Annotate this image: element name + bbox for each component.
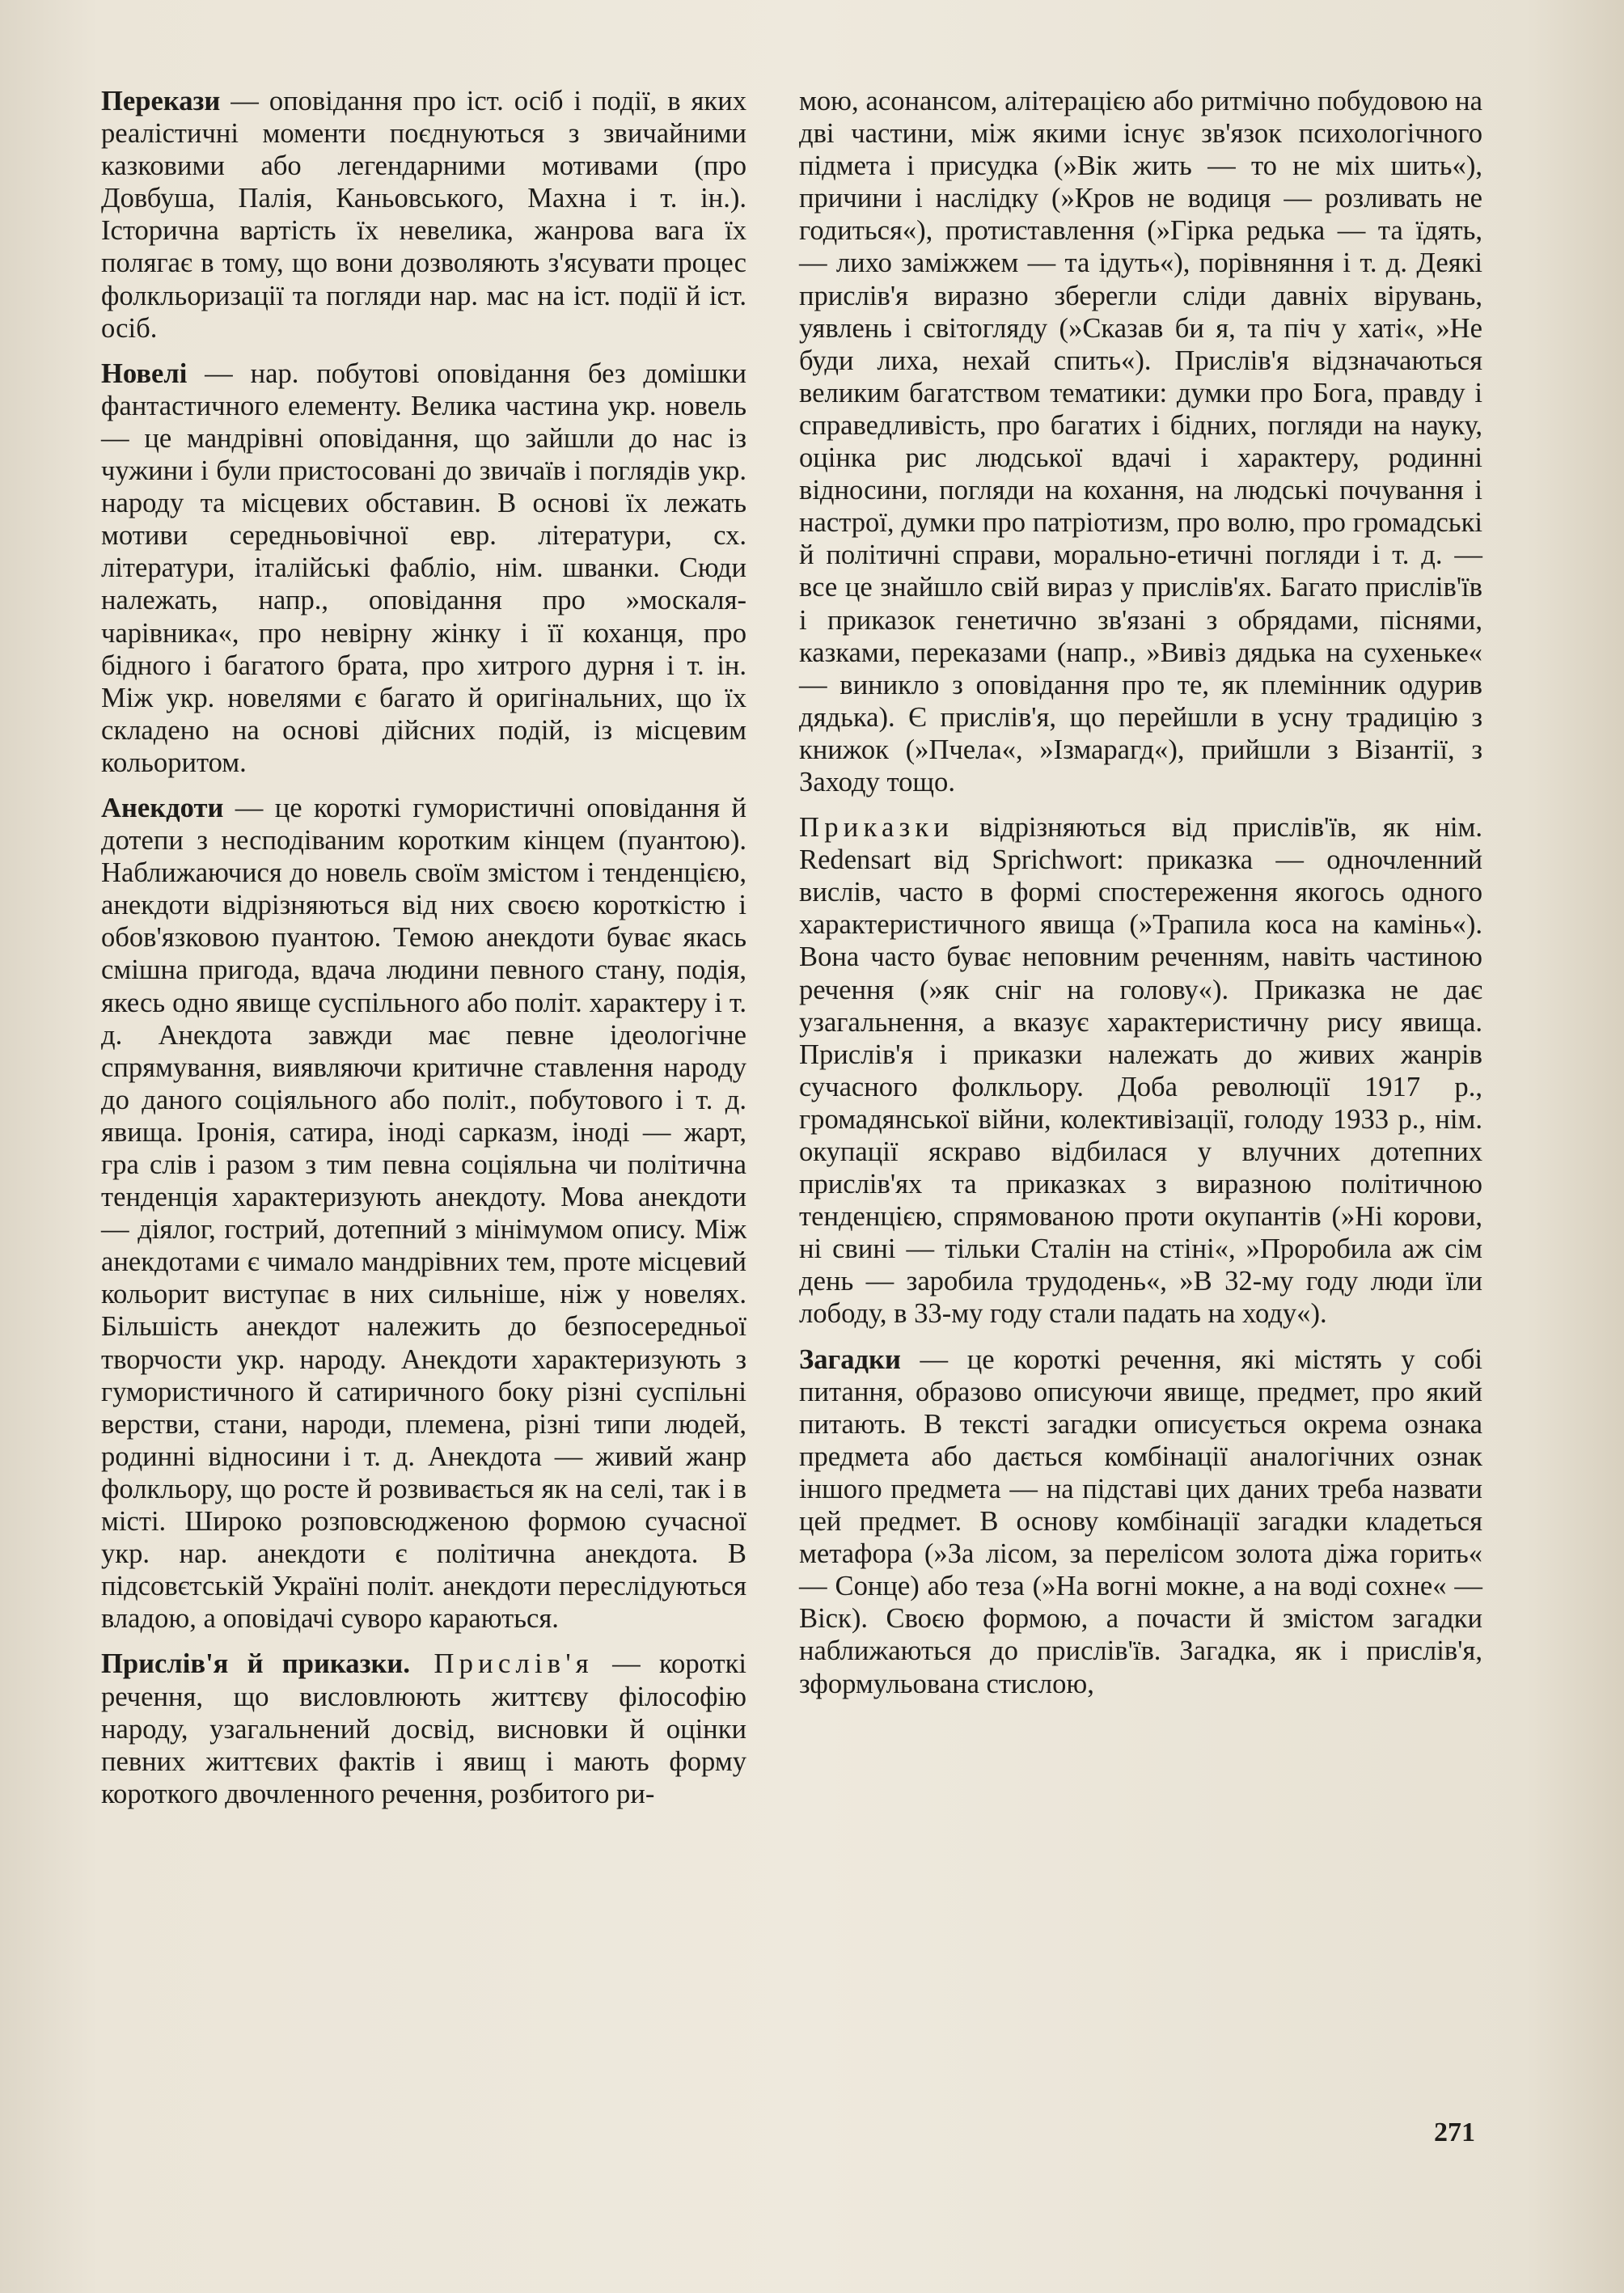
paragraph-text: — це короткі речення, які містять у собі питання, образово описуючи явище, предмет, про який питають. В тексті загадки описується окрема ознака предмета або дається комбінації аналогічних ознак іншого предмета — на підставі цих даних треба назвати цей предмет. В основу комбінації загадки кладеться метафора (»За лісом, за перелісом золота діжа горить« — Сонце) або теза (»На вогні мокне, а на воді сохне« — Віск). Своєю формою, а почасти й змістом загадки наближаються до прислів'їв. Загадка, як і прислів'я, зформульована стислою,: [799, 1343, 1482, 1699]
term-heading: Прислів'я й приказки.: [101, 1648, 410, 1680]
paragraph-pryslivia-continued: [799, 85, 1482, 798]
paragraph-anekdoty: [101, 792, 746, 1635]
term-heading: Перекази: [101, 86, 221, 116]
spaced-term: Прислів'я: [409, 1648, 594, 1680]
paragraph-prykazky: [799, 811, 1482, 1331]
term-heading: Анекдоти: [101, 792, 224, 823]
spaced-term: Приказки: [799, 812, 954, 844]
paragraph-perekazy: [101, 85, 746, 345]
paragraph-noveli: [101, 357, 746, 779]
paragraph-pryslivia: [101, 1648, 746, 1809]
paragraph-text: мою, асонансом, алітерацією або ритмічно побудовою на дві частини, між якими існує зв'язок психологічного підмета і присудка (»Вік жить — то не міх шить«), причини і наслідку (»Кров не водиця — розливать не годиться«), протиставлення (»Гірка редька — та їдять, — лихо заміжжем — та ідуть«), порівняння і т. д. Деякі прислів'я виразно зберегли сліди давніх вірувань, уявлень і світогляду (»Сказав би я, та піч у хаті«, »Не буди лиха, нехай спить«). Прислів'я відзначаються великим багатством тематики: думки про Бога, правду і справедливість, про багатих і бідних, погляди на науку, оцінка рис людської вдачі і характеру, родинні відносини, погляди на кохання, на людські почування і настрої, думки про патріотизм, про волю, про громадські й політичні справи, морально-етичні погляди і т. д. — все це знайшло свій вираз у прислів'ях. Багато прислів'їв і приказок генетично зв'язані з обрядами, піснями, казками, переказами (напр., »Вивіз дядька на сухеньке« — виникло з оповідання про те, як племінник одурив дядька). Є прислів'я, що перейшли в усну традицію з книжок (»Пчела«, »Ізмарагд«), прийшли з Візантії, з Заходу тощо.: [799, 86, 1482, 797]
page-number: 271: [1434, 2117, 1475, 2147]
term-heading: Новелі: [101, 357, 188, 389]
paragraph-text: відрізняються від прислів'їв, як нім. Redensart від Sprichwort: приказка — одночленний вислів, часто в формі спостереження якогось одного характеристичного явища (»Трапила коса на камінь«). Вона часто буває неповним реченням, навіть частиною речення (»як сніг на голову«). Приказка не дає узагальнення, а вказує характеристичну рису явища. Прислів'я і приказки належать до живих жанрів сучасного фолкльору. Доба революції 1917 р., громадянської війни, колективізації, голоду 1933 р., нім. окупації яскраво відбилася у влучних дотепних прислів'ях та приказках з виразною політичною тенденцією, спрямованою проти окупантів (»Ні корови, ні свині — тільки Сталін на стіні«, »Проробила аж сім день — заробила трудодень«, »В 32-му году люди їли лободу, в 33-му году стали падать на ходу«).: [799, 812, 1482, 1330]
left-column: [101, 85, 746, 1823]
paragraph-text: — короткі речення, що висловлюють життєву філософію народу, узагальнений досвід, висновки й оцінки певних життєвих фактів і явищ і мають форму короткого двочленного речення, розбитого ри-: [101, 1648, 746, 1809]
paragraph-zahadky: [799, 1343, 1482, 1700]
term-heading: Загадки: [799, 1343, 901, 1375]
paragraph-text: — це короткі гумористичні оповідання й дотепи з несподіваним коротким кінцем (пуантою). Наближаючися до новель своїм змістом і тенденцією, анекдоти відрізняються від них своєю короткістю і обов'язковою пуантою. Темою анекдоти буває якась смішна пригода, вдача людини певного стану, подія, якесь одно явище суспільного або політ. характеру і т. д. Анекдота завжди має певне ідеологічне спрямування, виявляючи критичне ставлення народу до даного соціяльного або політ., побутового і т. д. явища. Іронія, сатира, іноді сарказм, іноді — жарт, гра слів і разом з тим певна соціяльна чи політична тенденція характеризують анекдоту. Мова анекдоти — діялог, гострий, дотепний з мінімумом опису. Між анекдотами є чимало мандрівних тем, проте місцевий кольорит виступає в них сильніше, ніж у новелях. Більшість анекдот належить до безпосередньої творчости укр. народу. Анекдоти характеризують з гумористичного й сатиричного боку різні суспільні верстви, стани, народи, племена, різні типи людей, родинні відносини і т. д. Анекдота — живий жанр фолкльору, що росте й розвивається як на селі, так і в місті. Широко розповсюдженою формою сучасної укр. нар. анекдоти є політична анекдота. В підсовєтській Україні політ. анекдоти переслідуються владою, а оповідачі суворо караються.: [101, 792, 746, 1635]
paragraph-text: — нар. побутові оповідання без домішки фантастичного елементу. Велика частина укр. новель — це мандрівні оповідання, що зайшли до нас із чужини і були пристосовані до звичаїв і поглядів укр. народу та місцевих обставин. В основі їх лежать мотиви середньовічної евр. літератури, сх. літератури, італійські фабліо, нім. шванки. Сюди належать, напр., оповідання про »москаля-чарівника«, про невірну жінку і її коханця, про бідного і багатого брата, про хитрого дурня і т. ін. Між укр. новелями є багато й оригінальних, що їх складено на основі дійсних подій, із місцевим кольоритом.: [101, 357, 746, 778]
paragraph-text: — оповідання про іст. осіб і події, в яких реалістичні моменти поєднуються з звичайними казковими або легендарними мотивами (про Довбуша, Палія, Каньовського, Махна і т. ін.). Історична вартість їх невелика, жанрова вага їх полягає в тому, що вони дозволяють з'ясувати процес фолкльоризації та погляди нар. мас на іст. події й іст. осіб.: [101, 86, 746, 344]
right-column: [799, 85, 1482, 1713]
